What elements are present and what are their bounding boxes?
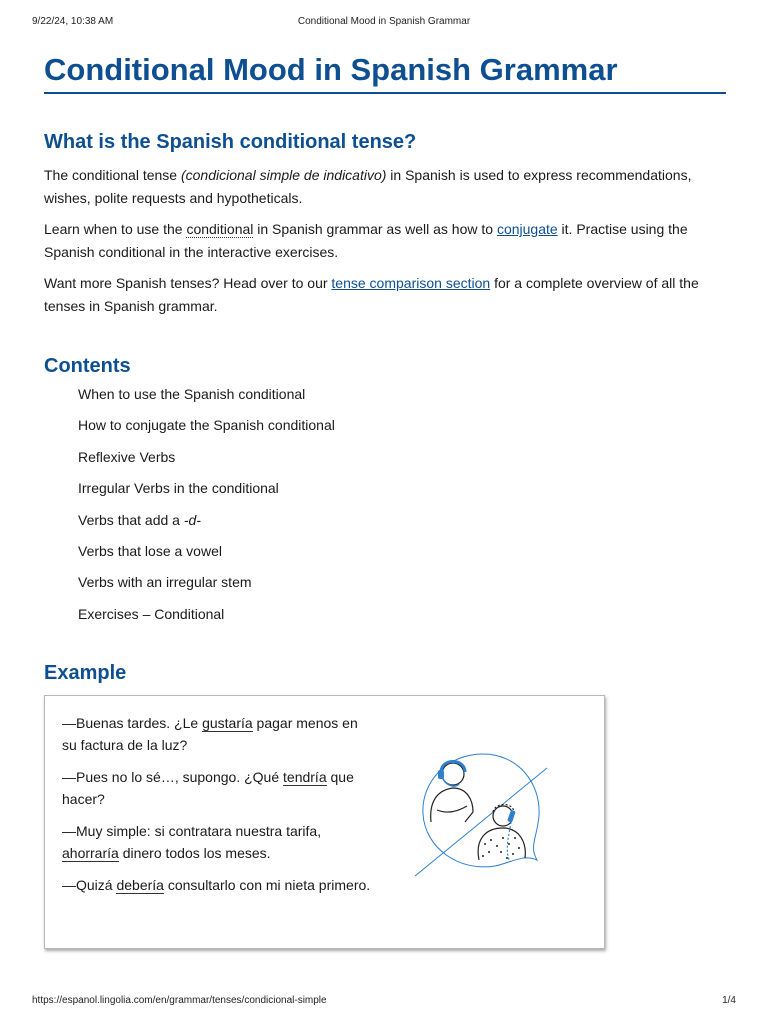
dialogue-line-4 — [62, 874, 372, 896]
intro-p1-text: The conditional tense — [44, 167, 181, 183]
line1-text: —Buenas tardes. ¿Le — [62, 715, 203, 732]
example-box — [44, 695, 605, 949]
dialogue-line-1 — [62, 712, 372, 756]
print-header — [32, 16, 736, 30]
print-footer — [32, 995, 736, 1009]
toc-item-irregular-stem[interactable]: Verbs with an irregular stem — [78, 574, 252, 591]
line3-text: —Muy simple: si contratara nuestra tarifa, — [62, 823, 322, 840]
page-title: Conditional Mood in Spanish Grammar — [44, 50, 726, 94]
intro-p2-text-end: it. Practise using the Spanish conditional in the interactive exercises. — [44, 221, 688, 260]
intro-p2-text-mid: in Spanish grammar as well as how to — [253, 221, 497, 237]
line1-text-end: pagar menos en su factura de la luz? — [62, 715, 358, 754]
intro-paragraph-2 — [44, 218, 726, 264]
phone-call-illustration — [413, 748, 553, 878]
intro-p3-text-end: for a complete overview of all the tenses in Spanish grammar. — [44, 275, 699, 314]
intro-p2-text: Learn when to use the — [44, 221, 187, 237]
print-url: https://espanol.lingolia.com/en/grammar/tenses/condicional-simple — [32, 995, 327, 1006]
tense-comparison-link[interactable]: tense comparison section — [331, 275, 491, 291]
elderly-person-phone-icon — [478, 805, 525, 861]
print-page-number: 1/4 — [722, 995, 736, 1006]
contents-heading: Contents — [44, 355, 131, 377]
conjugate-link[interactable]: conjugate — [496, 221, 558, 237]
line4-text: —Quizá — [62, 877, 117, 894]
print-datetime: 9/22/24, 10:38 AM — [32, 16, 114, 27]
conditional-term[interactable]: conditional — [186, 221, 254, 237]
intro-paragraph-3 — [44, 272, 726, 318]
print-doc-title: Conditional Mood in Spanish Grammar — [297, 16, 471, 27]
dialogue-line-3 — [62, 820, 372, 864]
article — [44, 50, 726, 949]
toc-add-d-italic: -d- — [183, 511, 201, 528]
example-dialogue — [62, 712, 372, 906]
toc-item-irregular[interactable]: Irregular Verbs in the conditional — [78, 480, 279, 497]
line2-text: —Pues no lo sé…, supongo. ¿Qué — [62, 769, 284, 786]
toc-item-add-d[interactable] — [78, 512, 726, 543]
table-of-contents — [44, 386, 726, 637]
toc-add-d-text: Verbs that add a — [78, 511, 184, 528]
intro-p1-text-end: in Spanish is used to express recommendations, wishes, polite requests and hypotheticals. — [44, 167, 692, 206]
intro-paragraph-1 — [44, 164, 726, 210]
toc-item-reflexive[interactable]: Reflexive Verbs — [78, 448, 176, 465]
intro-p3-text: Want more Spanish tenses? Head over to our — [44, 275, 332, 291]
intro-p1-italic: (condicional simple de indicativo) — [180, 167, 387, 183]
toc-item-how[interactable]: How to conjugate the Spanish conditional — [78, 417, 335, 434]
toc-item-exercises[interactable]: Exercises – Conditional — [78, 605, 225, 622]
dialogue-line-2 — [62, 766, 372, 810]
verb-gustaria: gustaría — [202, 715, 253, 732]
toc-item-lose-vowel[interactable]: Verbs that lose a vowel — [78, 542, 222, 559]
verb-tendria: tendría — [283, 769, 327, 786]
example-heading: Example — [44, 662, 127, 685]
verb-ahorraria: ahorraría — [62, 845, 119, 862]
verb-deberia: debería — [116, 877, 164, 894]
line4-text-end: consultarlo con mi nieta primero. — [163, 877, 371, 894]
intro-heading: What is the Spanish conditional tense? — [44, 131, 417, 153]
headset-person-icon — [431, 762, 473, 823]
toc-item-when[interactable]: When to use the Spanish conditional — [78, 386, 306, 402]
line2-text-end: que hacer? — [62, 769, 354, 808]
line3-text-end: dinero todos los meses. — [118, 845, 271, 862]
